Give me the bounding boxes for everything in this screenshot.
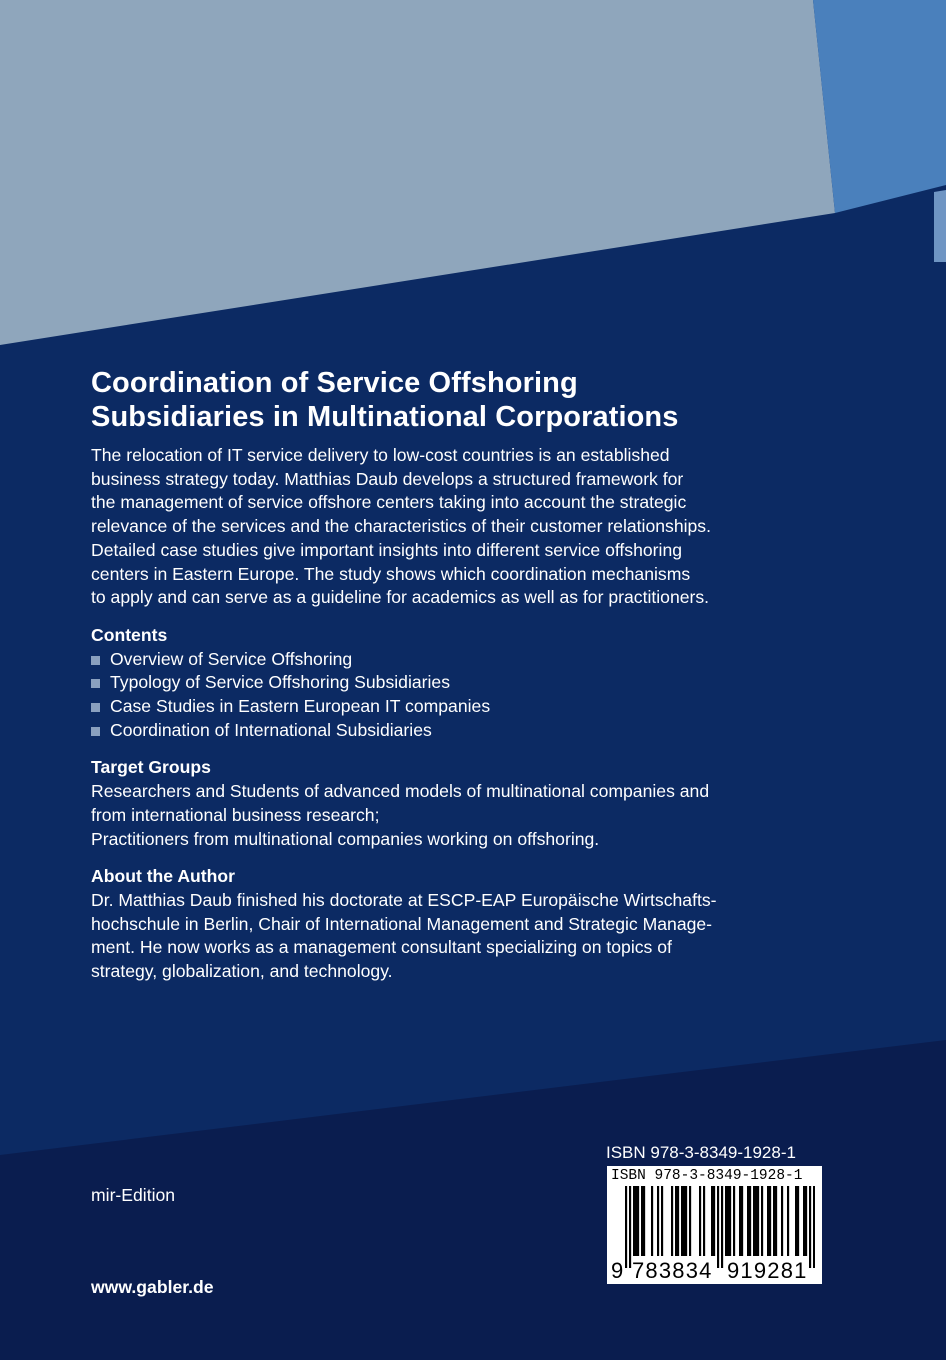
barcode-bar	[767, 1186, 769, 1256]
about-author-text	[91, 889, 791, 984]
barcode-bar	[651, 1186, 653, 1256]
barcode-digits-right: 919281	[727, 1258, 808, 1283]
description-line: Detailed case studies give important insights into different service offshoring	[91, 539, 683, 560]
contents-item	[91, 695, 791, 719]
barcode-bar	[797, 1186, 799, 1256]
barcode-bar	[711, 1186, 713, 1256]
imprint-label: mir-Edition	[91, 1185, 176, 1205]
barcode-bar	[775, 1186, 777, 1256]
barcode-bar	[635, 1186, 637, 1256]
contents-list	[91, 648, 791, 743]
description-line: The relocation of IT service delivery to low-cost countries is an established	[91, 445, 670, 465]
barcode-bar	[729, 1186, 731, 1256]
about-author-line: strategy, globalization, and technology.	[91, 961, 393, 982]
barcode-bar	[699, 1186, 701, 1256]
barcode-bar	[803, 1186, 805, 1256]
barcode-digit-first: 9	[611, 1258, 624, 1283]
barcode-bar	[677, 1186, 679, 1256]
contents-heading: Contents	[91, 624, 168, 645]
contents-item-label: Typology of Service Offshoring Subsidiaries	[110, 672, 450, 693]
barcode-isbn-text: ISBN 978-3-8349-1928-1	[611, 1168, 803, 1184]
barcode-digits-left: 783834	[632, 1258, 713, 1283]
barcode-bar	[809, 1186, 811, 1268]
title-line: Subsidiaries in Multinational Corporations	[91, 401, 679, 433]
barcode-bar	[795, 1186, 797, 1256]
barcode-bar	[721, 1186, 723, 1268]
about-author-line: hochschule in Berlin, Chair of International Management and Strategic Manage-	[91, 913, 713, 934]
publisher-website: www.gabler.de	[91, 1277, 214, 1297]
about-author-heading: About the Author	[91, 866, 235, 887]
about-author-line: Dr. Matthias Daub finished his doctorate at ESCP-EAP Europäische Wirtschafts-	[91, 889, 717, 910]
target-groups-line: Practitioners from multinational companies working on offshoring.	[91, 828, 600, 849]
contents-item	[91, 671, 791, 695]
barcode-bar	[675, 1186, 677, 1256]
description-line: relevance of the services and the characteristics of their customer relationships.	[91, 516, 711, 537]
barcode-bar	[657, 1186, 659, 1256]
description	[91, 444, 791, 610]
barcode-bar	[727, 1186, 729, 1256]
barcode-bar	[761, 1186, 763, 1256]
right-blue-band	[813, 0, 946, 213]
barcode-bar	[703, 1186, 705, 1256]
barcode-bar	[741, 1186, 743, 1256]
bullet-square-icon	[91, 727, 100, 736]
contents-item-label: Case Studies in Eastern European IT companies	[110, 696, 491, 717]
barcode-bar	[781, 1186, 783, 1256]
barcode-bar	[637, 1186, 639, 1256]
right-edge-strip	[934, 190, 946, 262]
barcode-bar	[773, 1186, 775, 1256]
barcode-bar	[633, 1186, 635, 1256]
barcode-bar	[749, 1186, 751, 1256]
bullet-square-icon	[91, 679, 100, 688]
barcode-bar	[733, 1186, 735, 1256]
barcode-bar	[689, 1186, 691, 1256]
barcode-bar	[671, 1186, 673, 1256]
barcode-bar	[725, 1186, 727, 1256]
target-groups-line: Researchers and Students of advanced models of multinational companies and	[91, 781, 710, 802]
title-line: Coordination of Service Offshoring	[91, 367, 578, 399]
description-line: the management of service offshore centers taking into account the strategic	[91, 492, 687, 513]
barcode-bar	[739, 1186, 741, 1256]
barcode-bar	[805, 1186, 807, 1256]
barcode-bar	[713, 1186, 715, 1256]
main-text-block	[91, 366, 791, 984]
isbn-label: ISBN 978-3-8349-1928-1	[606, 1143, 796, 1162]
description-line: centers in Eastern Europe. The study shows which coordination mechanisms	[91, 563, 691, 584]
description-line: business strategy today. Matthias Daub develops a structured framework for	[91, 468, 684, 489]
isbn-barcode	[607, 1166, 822, 1284]
contents-item-label: Coordination of International Subsidiaries	[110, 719, 432, 740]
target-groups-line: from international business research;	[91, 804, 380, 825]
contents-item	[91, 648, 791, 672]
barcode-bar	[747, 1186, 749, 1256]
barcode-bar	[755, 1186, 757, 1256]
barcode-bar	[753, 1186, 755, 1256]
barcode-bar	[683, 1186, 685, 1256]
target-groups-heading: Target Groups	[91, 757, 211, 778]
contents-item	[91, 719, 791, 743]
barcode-bar	[681, 1186, 683, 1256]
book-title	[91, 366, 791, 434]
barcode-bar	[685, 1186, 687, 1256]
barcode-bar	[643, 1186, 645, 1256]
barcode-bar	[787, 1186, 789, 1256]
barcode-bar	[757, 1186, 759, 1256]
barcode-bars	[625, 1186, 815, 1268]
bullet-square-icon	[91, 656, 100, 665]
description-line: to apply and can serve as a guideline for academics as well as for practitioners.	[91, 587, 710, 608]
barcode-bar	[625, 1186, 627, 1268]
about-author-line: ment. He now works as a management consultant specializing on topics of	[91, 937, 672, 958]
barcode-bar	[629, 1186, 631, 1268]
contents-item-label: Overview of Service Offshoring	[110, 648, 353, 669]
target-groups-text	[91, 780, 791, 851]
barcode-bar	[661, 1186, 663, 1256]
barcode-bar	[813, 1186, 815, 1268]
barcode-bar	[769, 1186, 771, 1256]
bullet-square-icon	[91, 703, 100, 712]
barcode-bar	[641, 1186, 643, 1256]
barcode-bar	[717, 1186, 719, 1268]
